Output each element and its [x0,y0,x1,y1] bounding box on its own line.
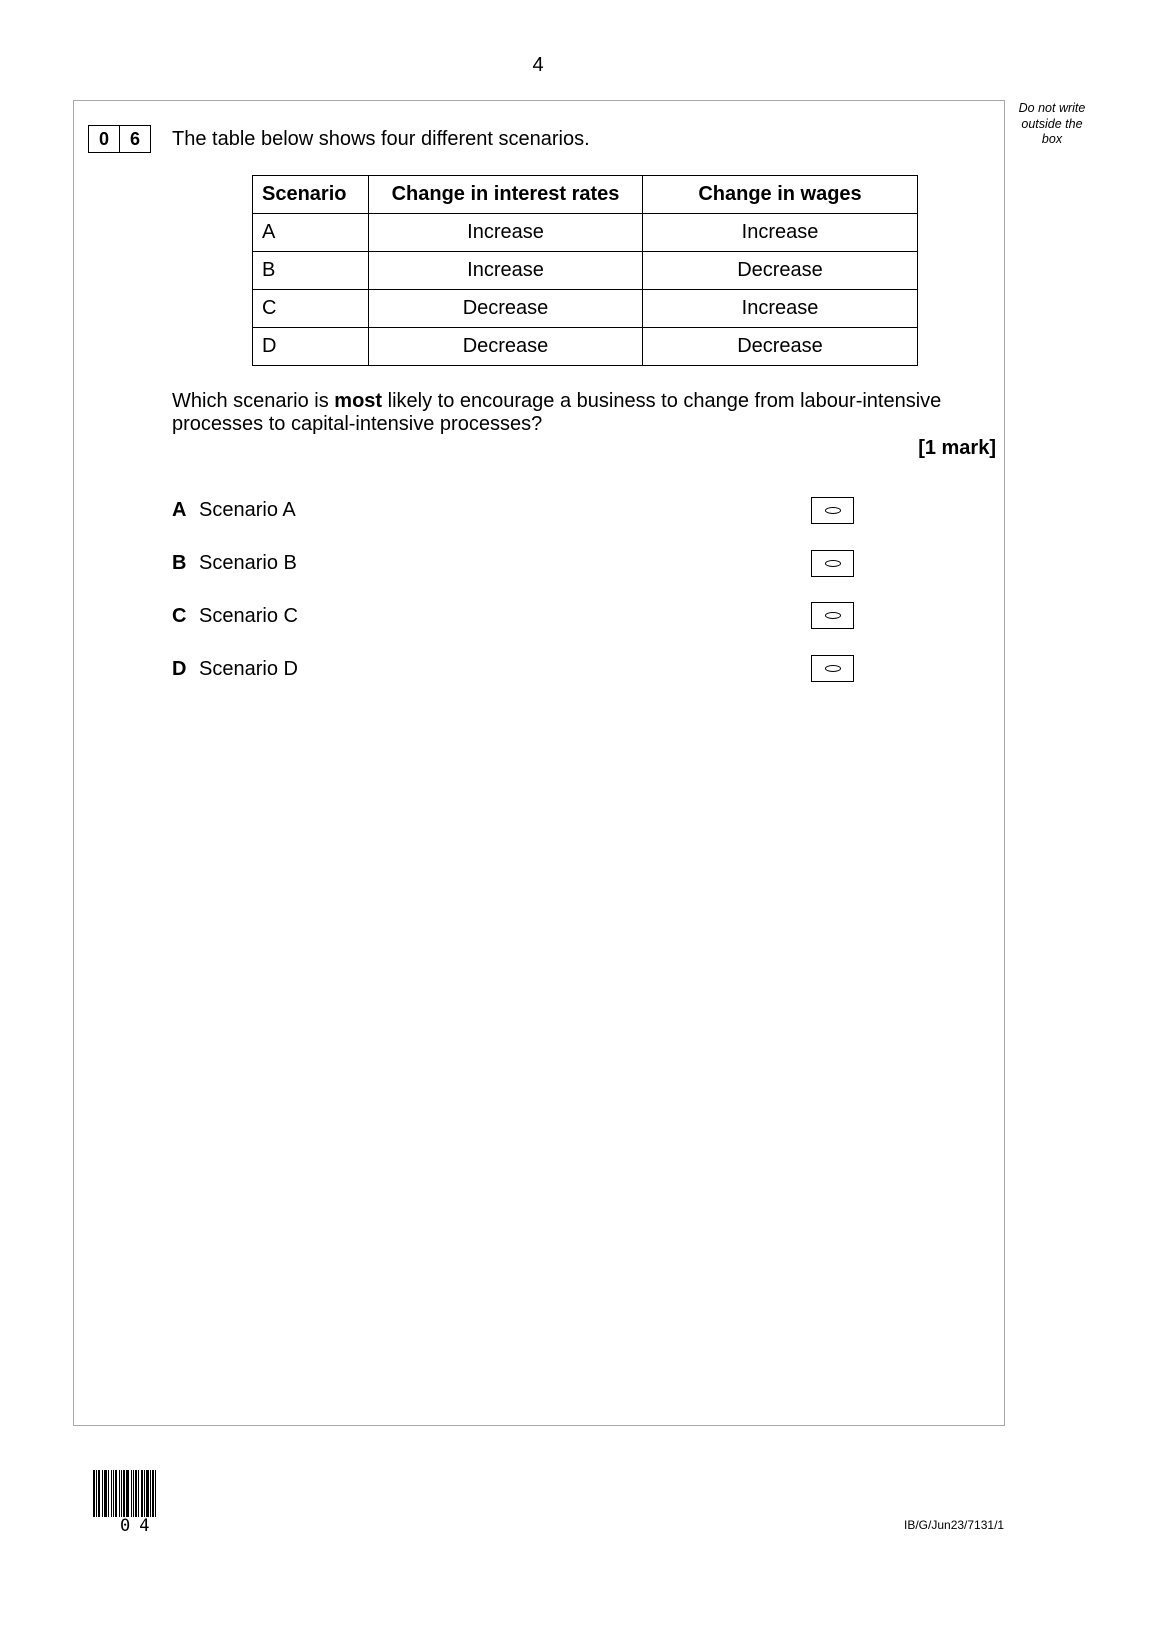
table-cell: D [253,328,369,366]
lozenge-icon [825,612,841,619]
table-cell: A [253,214,369,252]
question-emphasis: most [334,390,383,412]
question-intro: The table below shows four different scenarios. [172,128,590,150]
table-cell: Decrease [369,290,643,328]
question-number-box [88,125,151,153]
option-d-answer-box[interactable] [811,655,854,682]
option-b [172,552,297,575]
lozenge-icon [825,665,841,672]
option-letter: D [172,658,187,680]
table-cell: Increase [369,214,643,252]
table-cell: B [253,252,369,290]
lozenge-icon [825,560,841,567]
table-cell: Increase [643,290,918,328]
option-letter: C [172,605,187,627]
option-label: Scenario D [199,658,298,680]
option-label: Scenario B [199,552,297,574]
table-cell: Decrease [643,252,918,290]
option-label: Scenario C [199,605,298,627]
page-number: 4 [532,54,544,76]
barcode-number: 04 [120,1516,159,1536]
question-digit: 0 [98,129,109,149]
table-cell: Decrease [369,328,643,366]
option-c-answer-box[interactable] [811,602,854,629]
question-digit: 6 [119,126,150,152]
option-label: Scenario A [199,499,296,521]
option-c [172,605,298,628]
header-cell: Change in wages [643,176,918,214]
question-text-part: likely to encourage a business to change from labour-intensive processes to capital-intensive processes? [172,390,942,435]
table-row [253,252,918,290]
table-row [253,328,918,366]
option-letter: A [172,499,187,521]
question-text-part: Which scenario is [172,390,335,412]
barcode-bar [155,1470,156,1517]
header-cell: Scenario [253,176,369,214]
option-a-answer-box[interactable] [811,497,854,524]
barcode [93,1470,156,1517]
scenario-table [252,175,918,366]
option-d [172,658,298,681]
option-b-answer-box[interactable] [811,550,854,577]
table-cell: Decrease [643,328,918,366]
table-header-row [253,176,918,214]
table-row [253,214,918,252]
option-letter: B [172,552,187,574]
margin-note: Do not write outside the box [1018,101,1086,146]
table-cell: Increase [369,252,643,290]
table-cell: C [253,290,369,328]
table-row [253,290,918,328]
question-text [172,390,992,436]
header-cell: Change in interest rates [369,176,643,214]
lozenge-icon [825,507,841,514]
option-a [172,499,296,522]
table-cell: Increase [643,214,918,252]
paper-reference: IB/G/Jun23/7131/1 [904,1518,1005,1532]
marks-label: [1 mark] [918,437,996,459]
